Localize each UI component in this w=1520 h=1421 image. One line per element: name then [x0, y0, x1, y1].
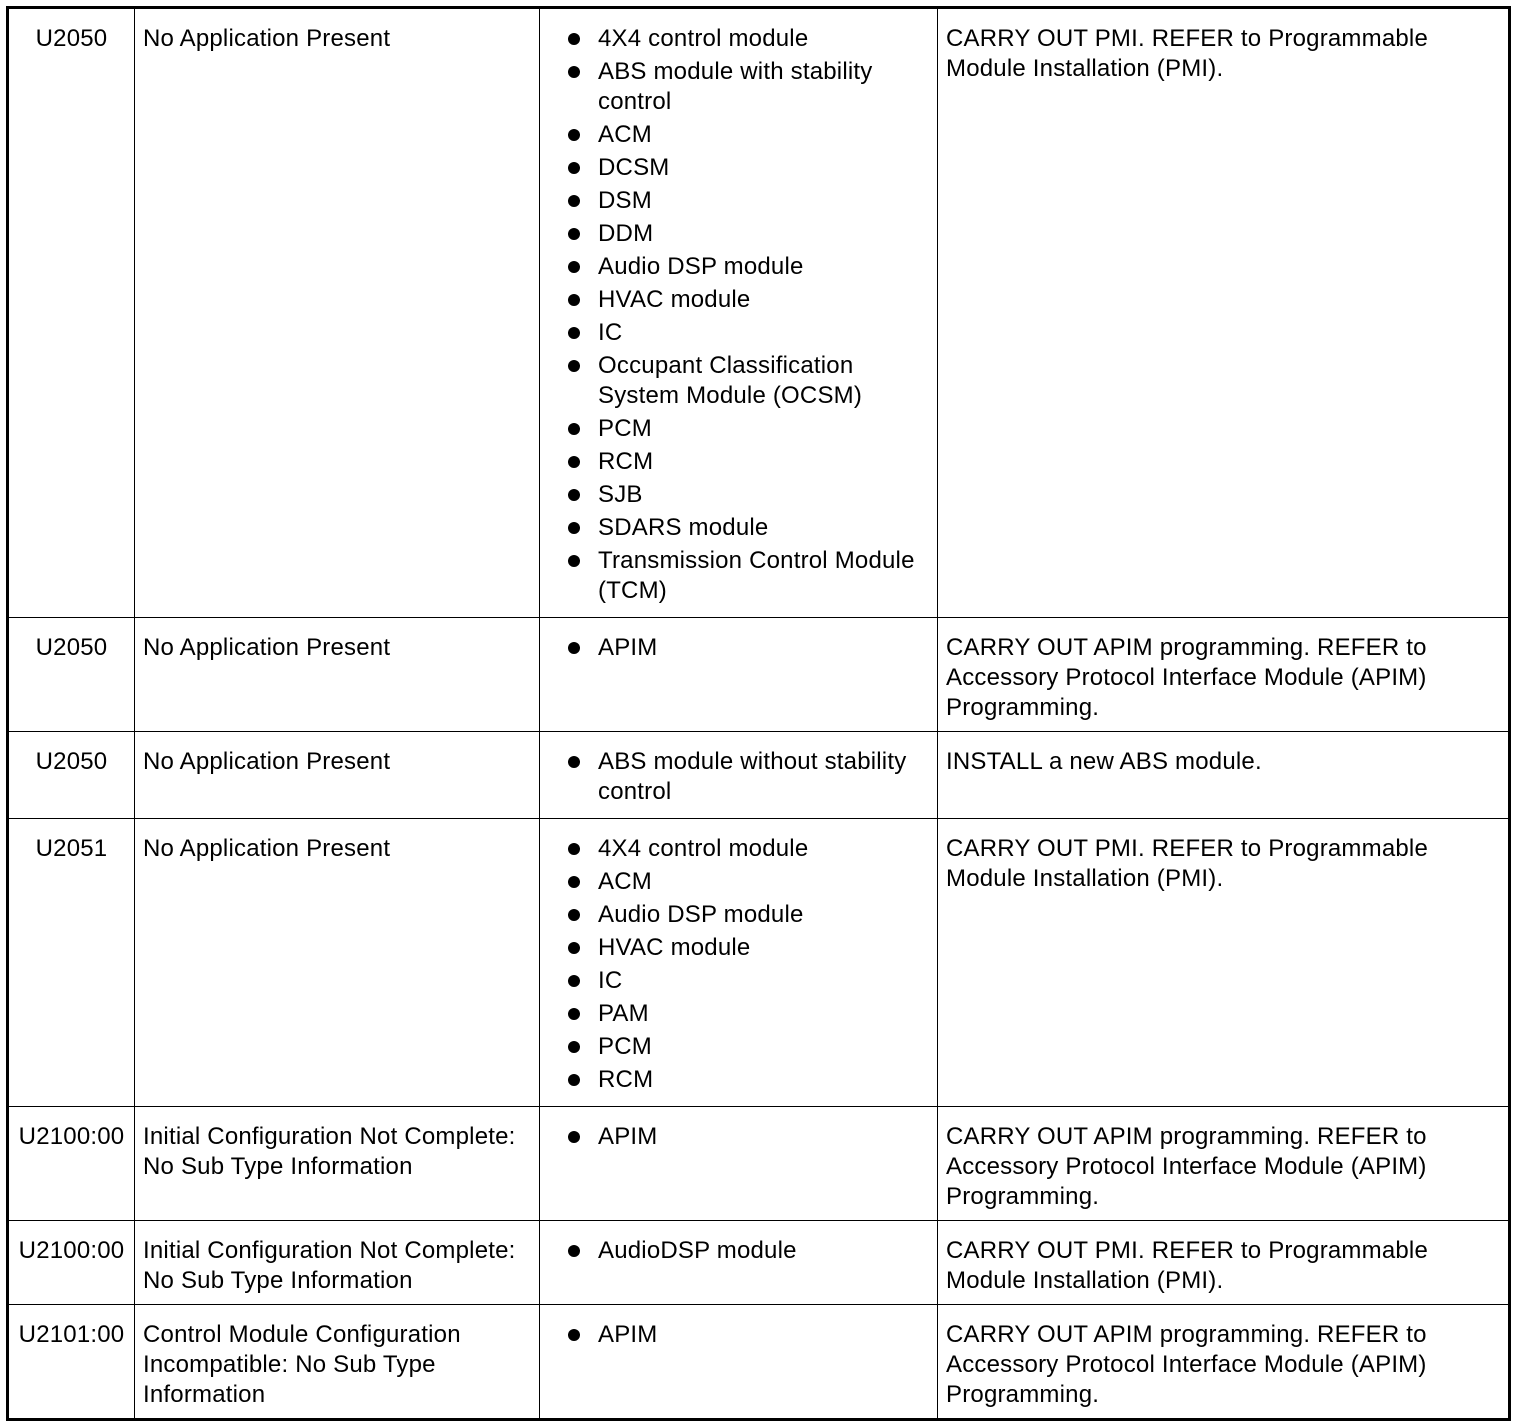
action-cell: CARRY OUT APIM programming. REFER to Accessory Protocol Interface Module (APIM) Programming. — [938, 1107, 1510, 1221]
table-row — [8, 1221, 1510, 1305]
action-cell: INSTALL a new ABS module. — [938, 732, 1510, 819]
module-list-item: IC — [548, 318, 929, 348]
module-list-item: APIM — [548, 1122, 929, 1152]
dtc-code-cell: U2050 — [8, 8, 135, 618]
dtc-description-cell: No Application Present — [135, 819, 540, 1107]
table-row — [8, 1107, 1510, 1221]
module-list-cell — [540, 732, 938, 819]
action-cell: CARRY OUT PMI. REFER to Programmable Module Installation (PMI). — [938, 8, 1510, 618]
dtc-description-cell: No Application Present — [135, 618, 540, 732]
dtc-code-cell: U2050 — [8, 618, 135, 732]
module-list-cell — [540, 1107, 938, 1221]
module-list — [548, 1320, 929, 1350]
dtc-table-body — [8, 8, 1510, 1420]
module-list-item: SJB — [548, 480, 929, 510]
action-cell: CARRY OUT APIM programming. REFER to Accessory Protocol Interface Module (APIM) Programming. — [938, 1305, 1510, 1420]
module-list-item: AudioDSP module — [548, 1236, 929, 1266]
module-list-item: APIM — [548, 633, 929, 663]
table-row — [8, 732, 1510, 819]
module-list-item: PCM — [548, 414, 929, 444]
module-list-item: PAM — [548, 999, 929, 1029]
module-list-cell — [540, 819, 938, 1107]
dtc-description-cell: Initial Configuration Not Complete: No Sub Type Information — [135, 1107, 540, 1221]
module-list-item: 4X4 control module — [548, 24, 929, 54]
module-list-item: DCSM — [548, 153, 929, 183]
dtc-code-cell: U2101:00 — [8, 1305, 135, 1420]
action-cell: CARRY OUT PMI. REFER to Programmable Module Installation (PMI). — [938, 1221, 1510, 1305]
dtc-code-cell: U2100:00 — [8, 1221, 135, 1305]
module-list-item: Occupant Classification System Module (OCSM) — [548, 351, 929, 411]
table-row — [8, 1305, 1510, 1420]
module-list-item: Audio DSP module — [548, 252, 929, 282]
dtc-code-cell: U2100:00 — [8, 1107, 135, 1221]
module-list — [548, 1236, 929, 1266]
action-cell: CARRY OUT PMI. REFER to Programmable Module Installation (PMI). — [938, 819, 1510, 1107]
dtc-table — [6, 6, 1511, 1421]
table-row — [8, 819, 1510, 1107]
module-list — [548, 747, 929, 807]
module-list-item: 4X4 control module — [548, 834, 929, 864]
module-list-item: APIM — [548, 1320, 929, 1350]
module-list — [548, 633, 929, 663]
table-row — [8, 8, 1510, 618]
module-list-item: HVAC module — [548, 933, 929, 963]
module-list-item: DDM — [548, 219, 929, 249]
table-row — [8, 618, 1510, 732]
dtc-code-cell: U2050 — [8, 732, 135, 819]
module-list-cell — [540, 1221, 938, 1305]
module-list — [548, 24, 929, 606]
module-list-item: ACM — [548, 120, 929, 150]
module-list-item: RCM — [548, 447, 929, 477]
module-list-item: ABS module without stability control — [548, 747, 929, 807]
module-list — [548, 834, 929, 1095]
module-list-item: PCM — [548, 1032, 929, 1062]
module-list-item: ABS module with stability control — [548, 57, 929, 117]
module-list-item: DSM — [548, 186, 929, 216]
module-list-cell — [540, 618, 938, 732]
module-list-cell — [540, 1305, 938, 1420]
module-list-item: RCM — [548, 1065, 929, 1095]
module-list-item: ACM — [548, 867, 929, 897]
module-list-item: SDARS module — [548, 513, 929, 543]
dtc-description-cell: Control Module Configuration Incompatible: No Sub Type Information — [135, 1305, 540, 1420]
dtc-code-cell: U2051 — [8, 819, 135, 1107]
module-list-cell — [540, 8, 938, 618]
module-list-item: HVAC module — [548, 285, 929, 315]
action-cell: CARRY OUT APIM programming. REFER to Accessory Protocol Interface Module (APIM) Programming. — [938, 618, 1510, 732]
module-list-item: Audio DSP module — [548, 900, 929, 930]
dtc-description-cell: No Application Present — [135, 8, 540, 618]
dtc-description-cell: No Application Present — [135, 732, 540, 819]
module-list-item: Transmission Control Module (TCM) — [548, 546, 929, 606]
module-list-item: IC — [548, 966, 929, 996]
dtc-description-cell: Initial Configuration Not Complete: No Sub Type Information — [135, 1221, 540, 1305]
module-list — [548, 1122, 929, 1152]
